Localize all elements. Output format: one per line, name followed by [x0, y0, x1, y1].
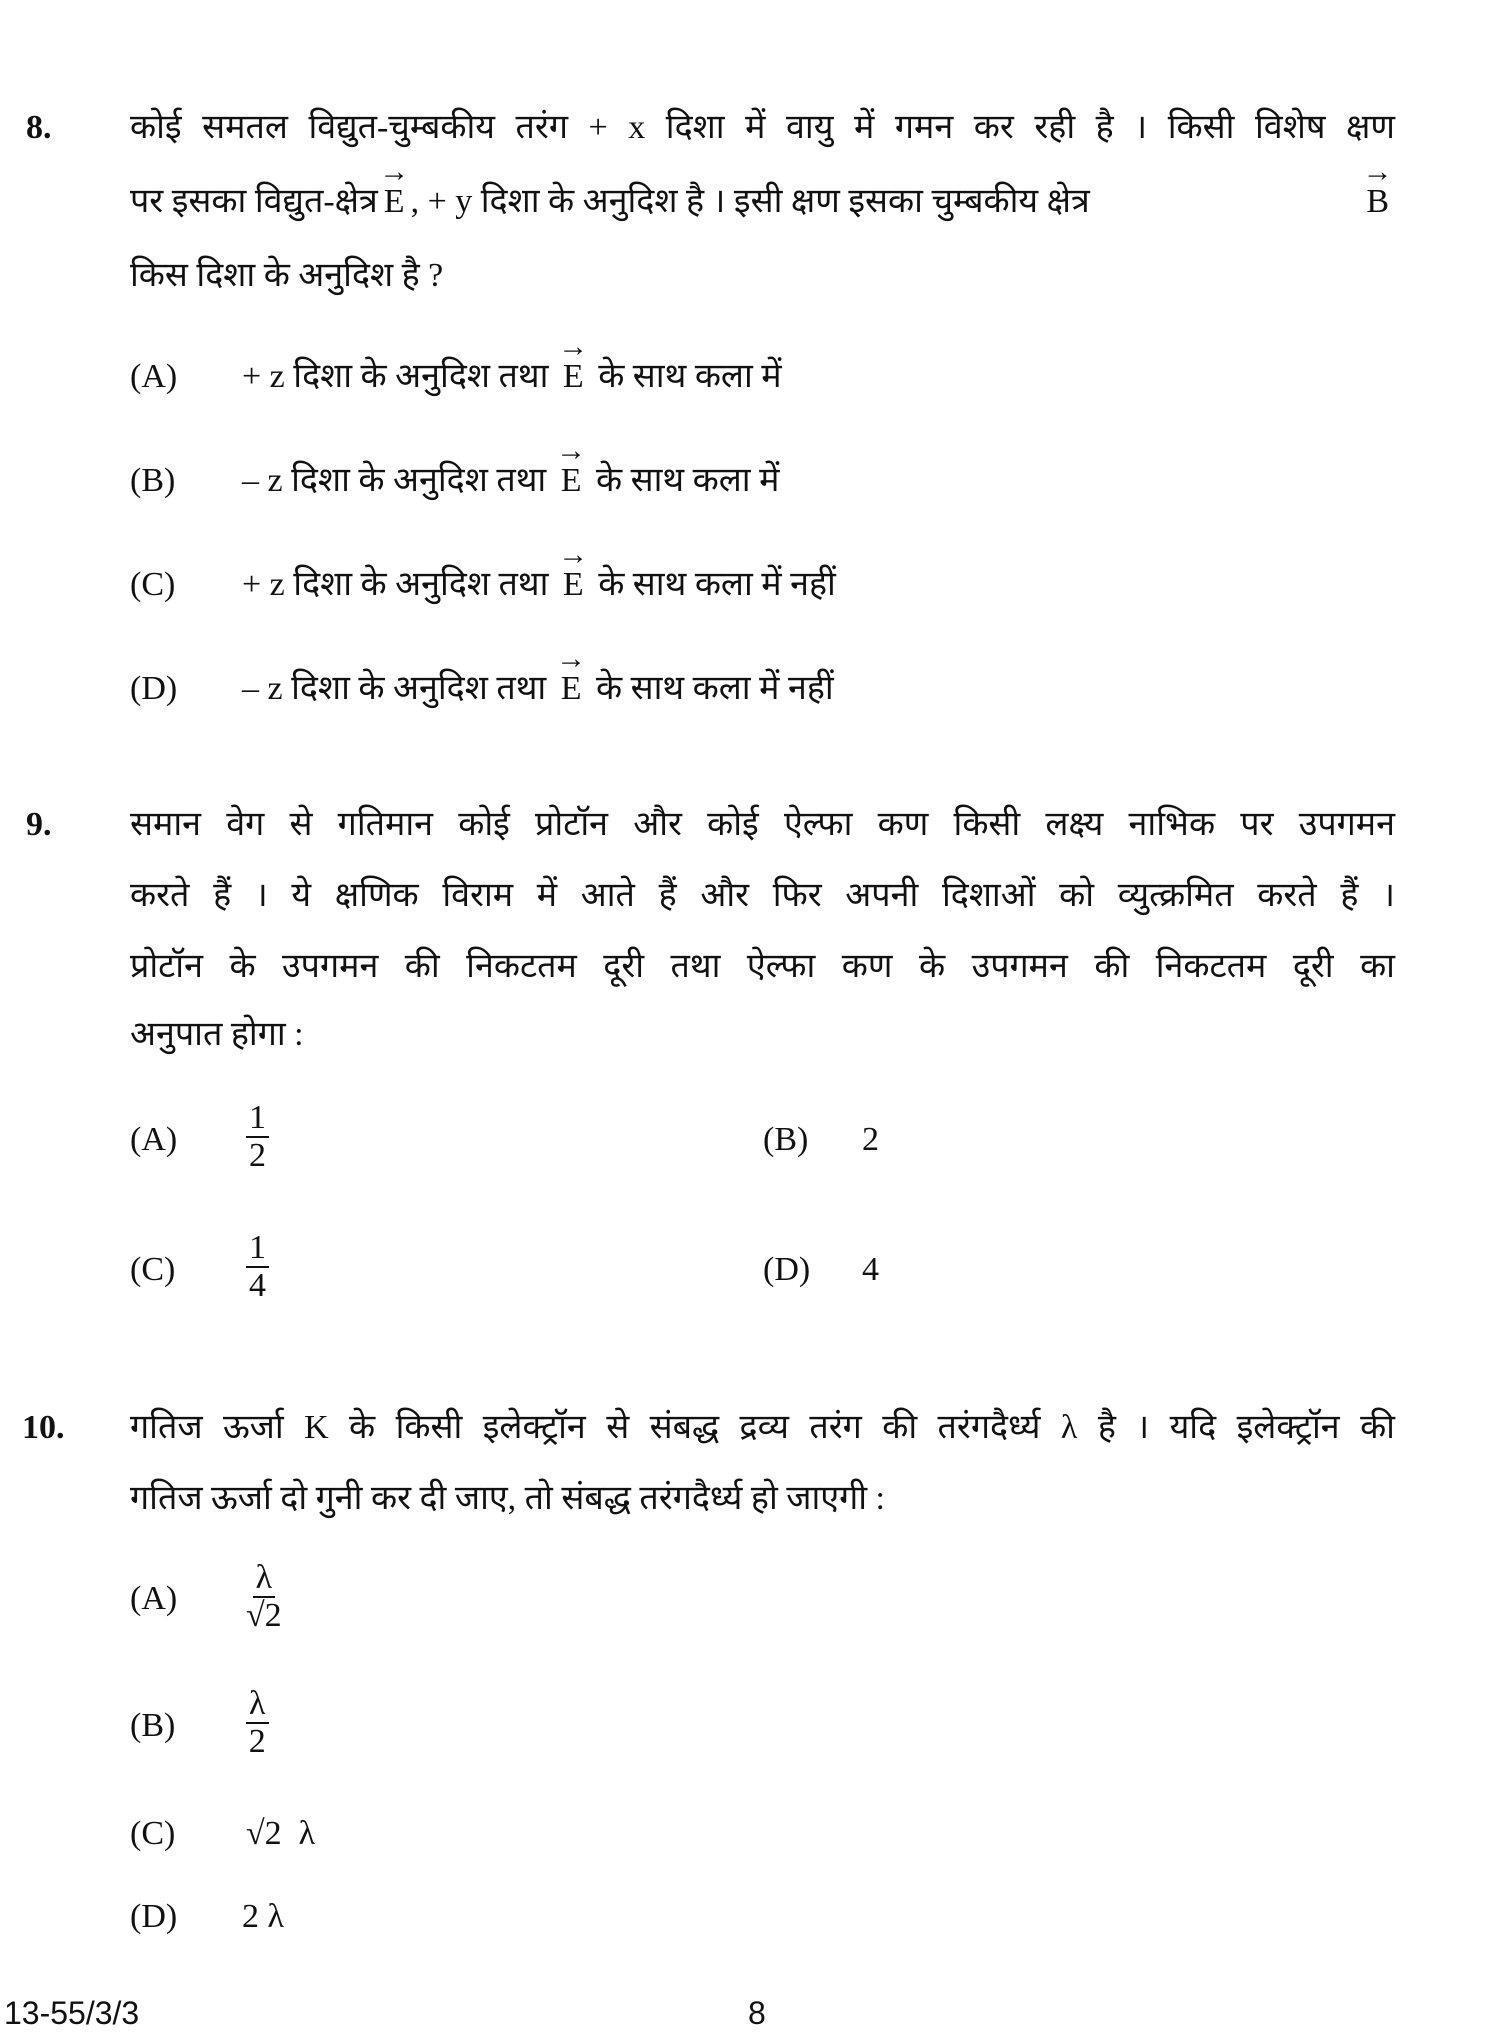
option-value: 2 λ [242, 1898, 284, 1935]
denominator: 4 [249, 1267, 266, 1304]
fraction [246, 1560, 282, 1634]
option-text: – z दिशा के अनुदिश तथा [242, 462, 547, 499]
question-text: पर इसका विद्युत-क्षेत्र [130, 183, 378, 220]
numerator: λ [246, 1686, 269, 1724]
option-text: – z दिशा के अनुदिश तथा [242, 670, 547, 707]
option-label: (A) [130, 1580, 178, 1617]
option-label: (D) [130, 670, 178, 707]
option-label: (D) [130, 1898, 178, 1935]
question-number: 8. [26, 109, 52, 146]
vector-e: → E [384, 180, 405, 224]
question-number: 9. [26, 806, 52, 843]
option-label: (C) [130, 566, 176, 603]
option-text: के साथ कला में नहीं [596, 670, 834, 707]
fraction [246, 1230, 269, 1304]
question-text-line: समान वेग से गतिमान कोई प्रोटॉन और कोई ऐल्फा कण किसी लक्ष्य नाभिक पर उपगमन [130, 806, 1395, 843]
vector-e: → E [561, 459, 582, 503]
option-text: के साथ कला में नहीं [598, 566, 836, 603]
numerator: λ [253, 1560, 276, 1598]
question-text-line: करते हैं । ये क्षणिक विराम में आते हैं और फिर अपनी दिशाओं को व्युत्क्रमित करते हैं । [130, 877, 1395, 914]
paper-code: 13-55/3/3 [4, 1995, 140, 2031]
vector-e: → E [563, 563, 584, 607]
denominator: 2 [248, 1723, 266, 1760]
option-text: के साथ कला में [596, 462, 780, 499]
question-text: , + y दिशा के अनुदिश है । इसी क्षण इसका चुम्बकीय क्षेत्र [410, 183, 1090, 220]
question-number: 10. [22, 1409, 65, 1446]
question-text-line: अनुपात होगा : [130, 1016, 304, 1053]
option-label: (C) [130, 1815, 176, 1852]
question-text-line: गतिज ऊर्जा दो गुनी कर दी जाए, तो संबद्ध तरंगदैर्ध्य हो जाएगी : [130, 1480, 885, 1517]
fraction [246, 1100, 269, 1174]
fraction [246, 1686, 269, 1760]
vector-e: → E [563, 355, 584, 399]
page-number: 8 [748, 1995, 766, 2031]
vector-e: → E [561, 667, 582, 711]
option-label: (A) [130, 358, 178, 395]
option-label: (B) [763, 1121, 809, 1158]
option-text: के साथ कला में [598, 358, 782, 395]
option-value: 2 [862, 1121, 879, 1158]
question-text-line: प्रोटॉन के उपगमन की निकटतम दूरी तथा ऐल्फा कण के उपगमन की निकटतम दूरी का [130, 948, 1395, 985]
option-label: (B) [130, 462, 176, 499]
denominator: 2 [249, 1137, 266, 1174]
option-text: + z दिशा के अनुदिश तथा [242, 566, 549, 603]
denominator: √2 [246, 1597, 282, 1634]
question-text-line: किस दिशा के अनुदिश है ? [130, 257, 444, 294]
question-text-line [130, 180, 1395, 224]
numerator: 1 [246, 1100, 269, 1138]
option-text: + z दिशा के अनुदिश तथा [242, 358, 549, 395]
option-value: √2 λ [246, 1815, 316, 1852]
option-value: 4 [862, 1251, 879, 1288]
option-label: (A) [130, 1121, 178, 1158]
numerator: 1 [246, 1230, 269, 1268]
question-text-line: गतिज ऊर्जा K के किसी इलेक्ट्रॉन से संबद्ध द्रव्य तरंग की तरंगदैर्ध्य λ है । यदि इलेक्ट्रॉन की [130, 1409, 1395, 1446]
question-text-line: कोई समतल विद्युत-चुम्बकीय तरंग + x दिशा में वायु में गमन कर रही है । किसी विशेष क्षण [130, 109, 1395, 146]
vector-b: → B [1366, 180, 1389, 224]
option-label: (C) [130, 1251, 176, 1288]
option-label: (D) [763, 1251, 811, 1288]
option-label: (B) [130, 1707, 176, 1744]
